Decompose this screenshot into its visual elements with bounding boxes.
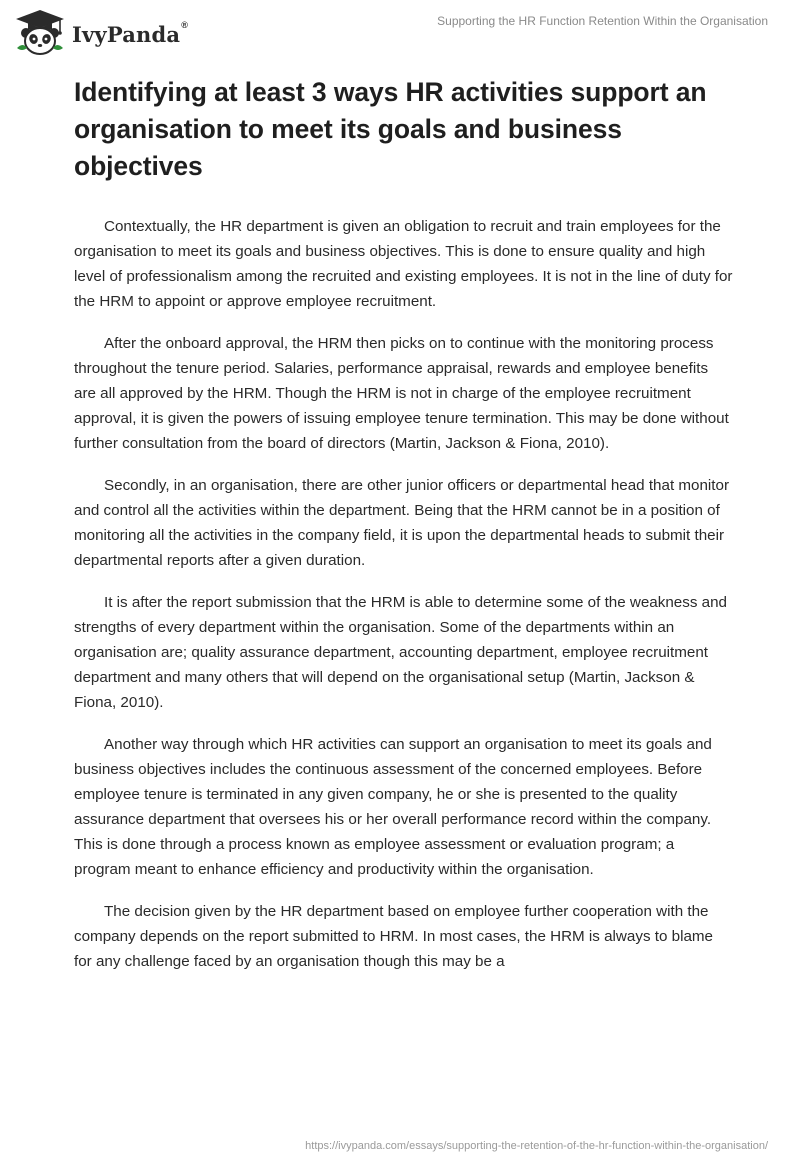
paragraph-list — [74, 214, 734, 974]
paragraph: The decision given by the HR department based on employee further cooperation with the company depends on the report submitted to HRM. In most cases, the HRM is always to blame for any challenge faced by an organisation though this may be a — [74, 903, 714, 970]
paragraph: After the onboard approval, the HRM then picks on to continue with the monitoring process throughout the tenure period. Salaries, performance appraisal, rewards and employee benefits are all approved by the HRM. Though the HRM is not in charge of the employee recruitment approval, it is given the powers of issuing employee tenure termination. This may be done without further consultation from the board of directors (Martin, Jackson & Fiona, 2010). — [74, 335, 729, 452]
brand-name — [72, 19, 189, 47]
registered-mark: ® — [181, 19, 189, 30]
ivypanda-logo[interactable] — [14, 8, 188, 56]
paragraph: Another way through which HR activities can support an organisation to meet its goals and business objectives includes the continuous assessment of the concerned employees. Before employee tenure is terminated in any given company, he or she is presented to the quality assurance department that oversees his or her overall performance record within the company. This is done through a process known as employee assessment or evaluation program; a program meant to enhance efficiency and productivity within the organisation. — [74, 736, 712, 878]
section-heading: Identifying at least 3 ways HR activities support an organisation to meet its goals and business objectives — [74, 77, 707, 181]
source-url[interactable]: https://ivypanda.com/essays/supporting-the-retention-of-the-hr-function-within-the-organisation/ — [305, 1140, 768, 1152]
paragraph: Contextually, the HR department is given an obligation to recruit and train employees for the organisation to meet its goals and business objectives. This is done to ensure quality and high level of professionalism among the recruited and existing employees. It is not in the line of duty for the HRM to appoint or approve employee recruitment. — [74, 218, 733, 310]
brand-text: IvyPanda — [72, 21, 181, 47]
paragraph: Secondly, in an organisation, there are other junior officers or departmental head that monitor and control all the activities within the department. Being that the HRM cannot be in a position of monitoring all the activities in the company field, it is upon the departmental heads to submit their departmental reports after a given duration. — [74, 477, 730, 569]
paragraph: It is after the report submission that the HRM is able to determine some of the weakness and strengths of every department within the organisation. Some of the departments within an organisation are; quality assurance department, accounting department, employee recruitment department and many others that will depend on the organisational setup (Martin, Jackson & Fiona, 2010). — [74, 594, 727, 711]
page-header — [0, 0, 800, 70]
article-body — [74, 74, 734, 991]
document-title: Supporting the HR Function Retention Within the Organisation — [437, 14, 768, 28]
panda-graduate-icon — [14, 8, 66, 56]
